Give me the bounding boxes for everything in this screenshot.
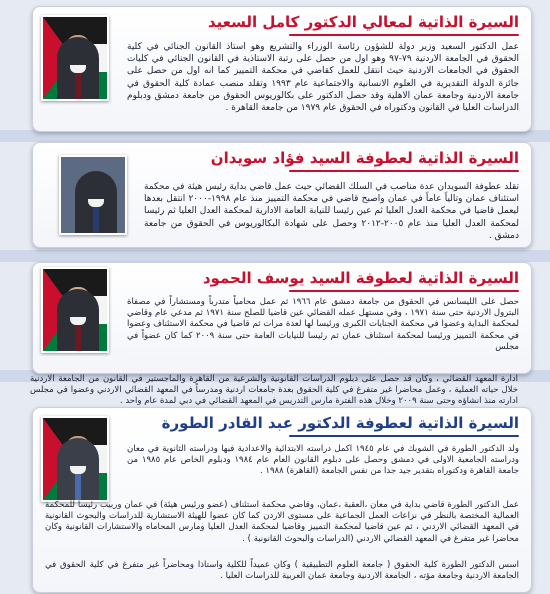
bio-title: السيرة الذاتية لعطوفة السيد يوسف الحمود [202,269,519,287]
portrait-photo [41,416,109,502]
portrait-photo [41,15,109,101]
bio-title: السيرة الذاتية لمعالي الدكتور كامل السعيد [207,13,519,31]
bio-paragraph-top: حصل على الليسانس في الحقوق من جامعة دمشق عام ١٩٦٦ ثم عمل محامياً متدرباً ومستشاراً في مصفاة البترول الاردنية حتى سنة ١٩٧١ ، وفي مستهل عمله القضائي عين قاضيا للصلح سنة ١٩٧١ ثم مدعي عام وقاضي لمحكمة البداية وعضوا في محكمة الجنايات الكبرى ورئيسا لها لعدة مرات ثم قاضيا في محكمة الاستئناف وعضوا في محكمة التمييز ورئيسا لمحكمة استئناف عمان ثم رئيسا للنيابات العامة حتى سنة ٢٠٠٩ كما كان عضواً في مجلس [127,297,519,352]
title-underline [289,435,519,437]
bio-card-abdel-qader-al-toura [32,407,532,593]
bio-card-yousef-al-hamoud [32,262,532,374]
bio-paragraph-1: ولد الدكتور الطورة في الشوبك في عام ١٩٤٥ اكمل دراسته الابتدائية والاعدادية فيها ودراسته الثانوية في معان ودراسته الجامعية الاولى في دمشق وحصل على دبلوم القانون العام عام ١٩٨٤ ودبلوم الخاص عام ١٩٨٥ من جامعة القاهرة ودكتوراه بتقدير جيد جدا من نفس الجامعة (القاهرة) ١٩٨٨ . [127,444,519,477]
title-underline [289,34,519,36]
portrait-photo [41,267,109,353]
bio-title: السيرة الذاتية لعطوفة الدكتور عبد القادر الطورة [161,414,519,432]
bio-paragraph-3: اسس الدكتور الطورة كلية الحقوق ( جامعة العلوم التطبيقية ) وكان عميداً للكلية واستاذا ومحاضراً غير متفرغ في كلية الحقوق في الجامعة الاردنية وجامعة مؤته ، الجامعة الاردنية وجامعة عمان العربية للدراسات العليا . [45,560,519,582]
title-underline [289,170,519,172]
portrait-photo [59,155,127,235]
background-stripe [0,250,550,262]
bio-card-fouad-sweidan [32,142,532,248]
title-underline [289,290,519,292]
bio-paragraph: عمل الدكتور السعيد وزير دولة للشؤون رئاسة الوزراء والتشريع وهو استاذ القانون الجنائي في كلية الحقوق في الجامعة الاردنية ٧٩-٩٧ وهو اول من حصل على رتبة الاستاذية في القانون الجنائي في كليات الحقوق في الجامعات الاردنية حيث انتقل للعمل كقاضي في محكمة التمييز كما انه اول من حصل على جائزة الدولة التقديرية في العلوم الانسانية والاجتماعية عام ١٩٩٣ وتقلد منصب عمادة كلية الحقوق في جامعة الاردنية وجامعة عمان الاهلية وقد حصل الدكتور على بكالوريوس الحقوق من جامعة دمشق ودبلوم الدراسات العليا في القانون ودكتوراه في الحقوق عام ١٩٧٩ من جامعة القاهرة . [127,42,519,114]
bio-paragraph-bottom: ادارة المعهد القضائي ، وكان قد حصل على دبلوم الدراسات القانونية والشرعية من القاهرة والماجستير في القانون من الجامعة الاردنية خلال حياته العملية ، وعمل محاضرا غير متفرغ في كلية الحقوق بعدة جامعات اردنية ومدرساً في المعهد القضائي الاردني وعضوا في مجلس ادارته منذ انشاؤه وحتى سنة ٢٠٠٩ وخلال هذه الفترة مارس التدريس في المعهد القضائي في دبي لمدة عام واحد . [30,374,518,407]
bio-title: السيرة الذاتية لعطوفة السيد فؤاد سويدان [210,149,519,167]
bio-paragraph: تقلد عطوفة السويدان عدة مناصب في السلك القضائي حيث عمل قاضي بداية رئيس هيئة في محكمة استئناف عمان وتالياً عاماً في عمان واصبح قاضي في محكمة التمييز منذ عام ١٩٩٨-٢٠٠٠ انتقل بعدها ليعمل قاضيا في محكمة العدل العليا ثم عين رئيسا للنيابة العامة الادارية لمحكمة العدل العليا ثم رئيسا لمحكمة العدل العليا منذ عام ٢٠٠٥-٢٠١٢ وحصل على شهادة البكالوريوس في الحقوق من جامعة دمشق . [144,182,520,241]
bio-paragraph-2: عمل الدكتور الطورة قاضي بداية في معان ،العقبة ،عمان، وقاضي محكمة استئناف (عضو ورئيس هيئة) في عمان وربيب رئيسا للمحكمة العمالية المختصة بالنظر في نزاعات العمل الجماعية على مستوى الاردن كما كان عضوا للهيئة الاستشارية للدراسات والبحوث القانونية في المعهد القضائي الاردني ، ثم عين قاضيا لمحكمة التمييز وقاضيا لمحكمة العدل العليا ومارس المحاماه والاستشارات القانونية وكان محاضرا غير متفرغ في المعهد القضائي الاردني (الدراسات والبحوث القانونية ) . [45,500,519,544]
bio-card-kamel-al-saeed [32,6,532,132]
